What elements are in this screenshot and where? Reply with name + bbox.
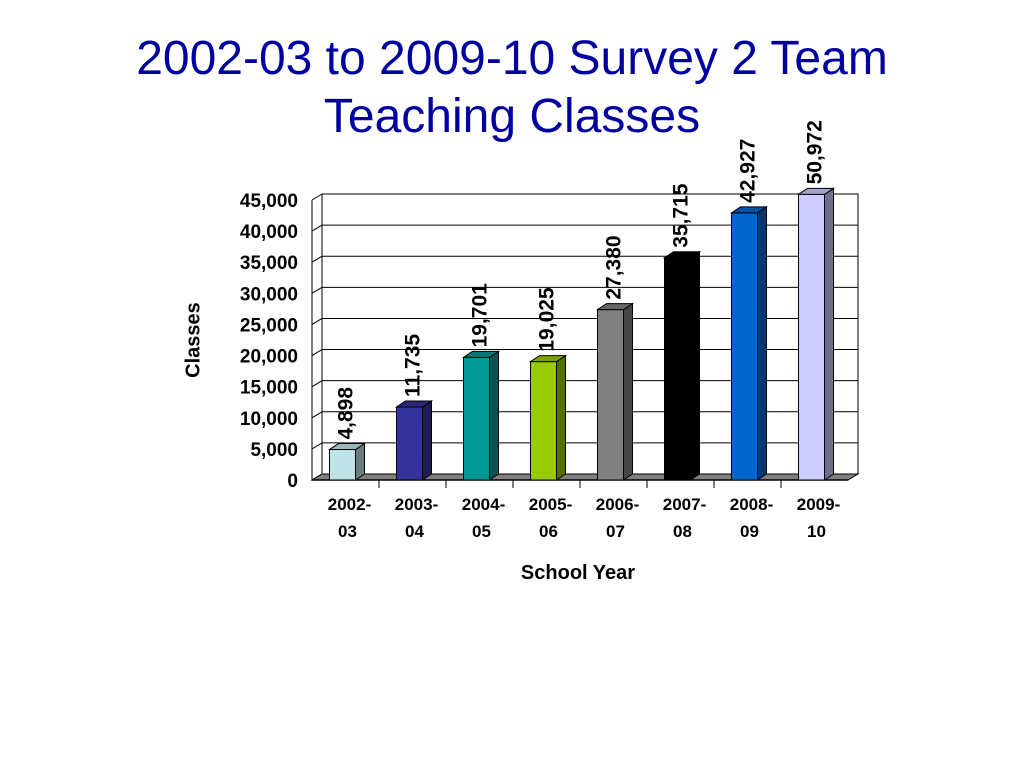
y-tick-label: 45,000	[239, 191, 298, 212]
y-tick-label: 20,000	[239, 346, 298, 368]
gridline-diagonal	[312, 225, 322, 231]
data-label: 11,735	[401, 333, 425, 397]
slide-title-line1: 2002-03 to 2009-10 Survey 2 Team	[136, 32, 888, 85]
bar-front	[397, 407, 423, 480]
data-label: 4,898	[334, 386, 358, 440]
bar-side	[490, 351, 499, 480]
y-tick-label: 40,000	[239, 222, 298, 244]
y-tick-label: 0	[287, 471, 298, 492]
x-category-label: 2008-	[729, 495, 774, 514]
gridline-diagonal	[312, 381, 322, 387]
bar-side	[423, 401, 432, 480]
gridline-diagonal	[312, 412, 322, 418]
gridline-diagonal	[312, 443, 322, 449]
y-axis-ticks	[240, 191, 298, 492]
bar-front	[330, 450, 356, 480]
bar-front	[665, 258, 691, 480]
x-category-label: 2006-	[595, 495, 640, 514]
bar	[732, 207, 767, 480]
y-tick-label: 5,000	[250, 439, 298, 461]
x-category-label: 08	[673, 522, 692, 541]
bar-front	[732, 213, 758, 480]
bar	[531, 356, 566, 480]
x-category-label: 2009-	[796, 495, 841, 514]
bar	[665, 252, 700, 480]
x-category-label: 10	[807, 522, 826, 541]
bar-front	[464, 357, 490, 480]
y-tick-label: 35,000	[239, 253, 298, 275]
x-category-label: 05	[472, 522, 491, 541]
bar	[397, 401, 432, 480]
y-axis-title: Classes	[182, 302, 205, 378]
bar-front	[799, 194, 825, 480]
data-label: 19,701	[468, 283, 492, 348]
x-category-label: 06	[539, 522, 558, 541]
bar-front	[598, 310, 624, 480]
x-category-label: 07	[606, 522, 625, 541]
bar	[598, 304, 633, 480]
x-category-label: 2007-	[662, 495, 707, 514]
x-category-label: 09	[740, 522, 759, 541]
gridline-diagonal	[312, 194, 322, 200]
x-axis-title: School Year	[520, 562, 636, 584]
y-tick-label: 10,000	[239, 408, 298, 430]
gridline-diagonal	[312, 256, 322, 262]
x-axis-categories	[328, 480, 840, 541]
bar-side	[691, 252, 700, 480]
plot-floor	[312, 474, 858, 480]
data-label: 19,025	[535, 287, 559, 352]
x-category-label: 2002-	[327, 495, 372, 514]
x-category-label: 03	[338, 522, 357, 541]
bar-side	[825, 188, 834, 480]
y-tick-label: 25,000	[239, 315, 298, 337]
bar	[799, 188, 834, 480]
y-tick-label: 30,000	[239, 284, 298, 306]
data-label: 42,927	[736, 138, 760, 203]
bar-side	[624, 304, 633, 480]
x-category-label: 04	[405, 522, 424, 541]
bar-side	[557, 356, 566, 480]
bar-side	[758, 207, 767, 480]
bar	[330, 444, 365, 480]
floor-plane	[312, 474, 858, 480]
data-label: 50,972	[803, 120, 827, 185]
bar-front	[531, 362, 557, 480]
data-label: 35,715	[669, 183, 693, 248]
data-label: 27,380	[602, 235, 626, 300]
gridline-diagonal	[312, 318, 322, 324]
gridline-diagonal	[312, 287, 322, 293]
slide-title-line2: Teaching Classes	[323, 90, 701, 143]
y-tick-label: 15,000	[239, 377, 298, 399]
x-category-label: 2005-	[528, 495, 573, 514]
x-category-label: 2003-	[394, 495, 439, 514]
gridline-diagonal	[312, 350, 322, 356]
bar	[464, 351, 499, 480]
x-category-label: 2004-	[461, 495, 506, 514]
